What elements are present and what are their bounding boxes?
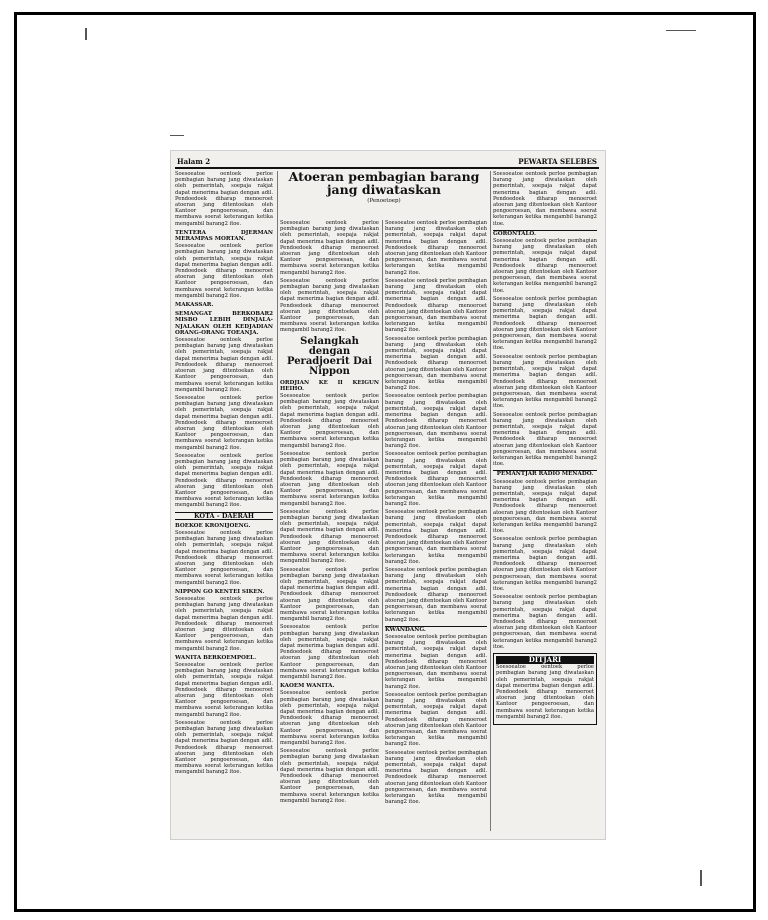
article-text: Soesoeatoe oentoek perloe pembagian barang jang diwataskan oleh pemerintah, soepaja rakjat dapat menerima bagian dengan adil. Pendoedoek diharap menoeroet atoeran jang ditentoekan oleh Kantoor pengoeroesan, dan membawa soerat keterangan ketika mengambil barang2 itoe. bbox=[493, 171, 597, 227]
section-heading: KWANDANG. bbox=[385, 626, 487, 633]
article-text: Soesoeatoe oentoek perloe pembagian barang jang diwataskan oleh pemerintah, soepaja rakjat dapat menerima bagian dengan adil. Pendoedoek diharap menoeroet atoeran jang ditentoekan oleh Kantoor pengoeroesan, dan membawa soerat keterangan ketika mengambil barang2 itoe. bbox=[385, 749, 487, 806]
article-text: Soesoeatoe oentoek perloe pembagian barang jang diwataskan oleh pemerintah, soepaja rakjat dapat menerima bagian dengan adil. Pendoedoek diharap menoeroet atoeran jang ditentoekan oleh Kantoor pengoeroesan, dan membawa soerat keterangan ketika mengambil barang2 itoe. bbox=[280, 277, 379, 334]
article-text: Soesoeatoe oentoek perloe pembagian barang jang diwataskan oleh pemerintah, soepaja rakjat dapat menerima bagian dengan adil. Pendoedoek diharap menoeroet atoeran jang ditentoekan oleh Kantoor pengoeroesan, dan membawa soerat keterangan ketika mengambil barang2 itoe. bbox=[385, 277, 487, 334]
section-heading: PEMANTJAR RADIO MENADO. bbox=[493, 470, 597, 477]
article-text: Soesoeatoe oentoek perloe pembagian barang jang diwataskan oleh pemerintah, soepaja rakjat dapat menerima bagian dengan adil. Pendoedoek diharap menoeroet atoeran jang ditentoekan oleh Kantoor pengoeroesan, dan membawa soerat keterangan ketika mengambil barang2 itoe. bbox=[280, 508, 379, 565]
article-text: Soesoeatoe oentoek perloe pembagian barang jang diwataskan oleh pemerintah, soepaja rakjat dapat menerima bagian dengan adil. Pendoedoek diharap menoeroet atoeran jang ditentoekan oleh Kantoor pengoeroesan, dan membawa soerat keterangan ketika mengambil barang2 itoe. bbox=[493, 295, 597, 352]
article-text: Soesoeatoe oentoek perloe pembagian barang jang diwataskan oleh pemerintah, soepaja rakjat dapat menerima bagian dengan adil. Pendoedoek diharap menoeroet atoeran jang ditentoekan oleh Kantoor pengoeroesan, dan membawa soerat keterangan ketika mengambil barang2 itoe. bbox=[280, 220, 379, 276]
article-text: Soesoeatoe oentoek perloe pembagian barang jang diwataskan oleh pemerintah, soepaja rakjat dapat menerima bagian dengan adil. Pendoedoek diharap menoeroet atoeran jang ditentoekan oleh Kantoor pengoeroesan, dan membawa soerat keterangan ketika mengambil barang2 itoe. bbox=[493, 353, 597, 410]
crop-mark bbox=[700, 870, 702, 886]
page-header bbox=[175, 155, 599, 167]
article-text: Soesoeatoe oentoek perloe pembagian barang jang diwataskan oleh pemerintah, soepaja rakjat dapat menerima bagian dengan adil. Pendoedoek diharap menoeroet atoeran jang ditentoekan oleh Kantoor pengoeroesan, dan membawa soerat keterangan ketika mengambil barang2 itoe. bbox=[385, 335, 487, 392]
section-heading: ORDJIAN KE II KEIGUN HEIHO. bbox=[280, 379, 379, 392]
article-text: Soesoeatoe oentoek perloe pembagian barang jang diwataskan oleh pemerintah, soepaja rakjat dapat menerima bagian dengan adil. Pendoedoek diharap menoeroet atoeran jang ditentoekan oleh Kantoor pengoeroesan, dan membawa soerat keterangan ketika mengambil barang2 itoe. bbox=[175, 529, 273, 586]
article-text: Soesoeatoe oentoek perloe pembagian barang jang diwataskan oleh pemerintah, soepaja rakjat dapat menerima bagian dengan adil. Pendoedoek diharap menoeroet atoeran jang ditentoekan oleh Kantoor pengoeroesan, dan membawa soerat keterangan ketika mengambil barang2 itoe. bbox=[175, 243, 273, 299]
section-heading: WANITA BERKOEMPOEL. bbox=[175, 654, 257, 661]
column-divider bbox=[382, 220, 383, 720]
article-text: Soesoeatoe oentoek perloe pembagian barang jang diwataskan oleh pemerintah, soepaja rakjat dapat menerima bagian dengan adil. Pendoedoek diharap menoeroet atoeran jang ditentoekan oleh Kantoor pengoeroesan, dan membawa soerat keterangan ketika mengambil barang2 itoe. bbox=[385, 509, 487, 565]
article-text: Soesoeatoe oentoek perloe pembagian barang jang diwataskan oleh pemerintah, soepaja rakjat dapat menerima bagian dengan adil. Pendoedoek diharap menoeroet atoeran jang ditentoekan oleh Kantoor pengoeroesan, dan membawa soerat keterangan ketika mengambil barang2 itoe. bbox=[385, 220, 487, 276]
column-2 bbox=[280, 220, 379, 804]
article-text: Soesoeatoe oentoek perloe pembagian barang jang diwataskan oleh pemerintah, soepaja rakjat dapat menerima bagian dengan adil. Pendoedoek diharap menoeroet atoeran jang ditentoekan oleh Kantoor pengoeroesan, dan membawa soerat keterangan ketika mengambil barang2 itoe. bbox=[175, 662, 273, 718]
article-text: Soesoeatoe oentoek perloe pembagian barang jang diwataskan oleh pemerintah, soepaja rakjat dapat menerima bagian dengan adil. Pendoedoek diharap menoeroet atoeran jang ditentoekan oleh Kantoor pengoeroesan, dan membawa soerat keterangan ketika mengambil barang2 itoe. bbox=[175, 452, 273, 509]
section-heading: KOTA - DAERAH bbox=[175, 512, 273, 520]
article-text: Soesoeatoe oentoek perloe pembagian barang jang diwataskan oleh pemerintah, soepaja rakjat dapat menerima bagian dengan adil. Pendoedoek diharap menoeroet atoeran jang ditentoekan oleh Kantoor pengoeroesan, dan membawa soerat keterangan ketika mengambil barang2 itoe. bbox=[385, 393, 487, 450]
article-text: Soesoeatoe oentoek perloe pembagian barang jang diwataskan oleh pemerintah, soepaja rakjat dapat menerima bagian dengan adil. Pendoedoek diharap menoeroet atoeran jang ditentoekan oleh Kantoor pengoeroesan, dan membawa soerat keterangan ketika mengambil barang2 itoe. bbox=[493, 411, 597, 468]
headline-title: Atoeran pembagian barang jang diwataskan bbox=[288, 169, 480, 197]
masthead: PEWARTA SELEBES bbox=[518, 157, 597, 166]
crop-mark bbox=[170, 135, 184, 136]
sub-headline: Selangkah dengan Peradjoerit Dai Nippon bbox=[286, 335, 373, 377]
column-divider bbox=[490, 171, 491, 831]
advertisement-title: DITJARI bbox=[496, 656, 594, 664]
crop-mark bbox=[85, 28, 87, 40]
article-text: Soesoeatoe oentoek perloe pembagian barang jang diwataskan oleh pemerintah, soepaja rakjat dapat menerima bagian dengan adil. Pendoedoek diharap menoeroet atoeran jang ditentoekan oleh Kantoor pengoeroesan, dan membawa soerat keterangan ketika mengambil barang2 itoe. bbox=[175, 596, 273, 652]
article-text: Soesoeatoe oentoek perloe pembagian barang jang diwataskan oleh pemerintah, soepaja rakjat dapat menerima bagian dengan adil. Pendoedoek diharap menoeroet atoeran jang ditentoekan oleh Kantoor pengoeroesan, dan membawa soerat keterangan ketika mengambil barang2 itoe. bbox=[280, 748, 379, 804]
advertisement-box bbox=[493, 653, 597, 725]
article-text: Soesoeatoe oentoek perloe pembagian barang jang diwataskan oleh pemerintah, soepaja rakjat dapat menerima bagian dengan adil. Pendoedoek diharap menoeroet atoeran jang ditentoekan oleh Kantoor pengoeroesan, dan membawa soerat keterangan ketika mengambil barang2 itoe. bbox=[175, 337, 273, 393]
article-text: Soesoeatoe oentoek perloe pembagian barang jang diwataskan oleh pemerintah, soepaja rakjat dapat menerima bagian dengan adil. Pendoedoek diharap menoeroet atoeran jang ditentoekan oleh Kantoor pengoeroesan, dan membawa soerat keterangan ketika mengambil barang2 itoe. bbox=[280, 624, 379, 680]
article-text: Soesoeatoe oentoek perloe pembagian barang jang diwataskan oleh pemerintah, soepaja rakjat dapat menerima bagian dengan adil. Pendoedoek diharap menoeroet atoeran jang ditentoekan oleh Kantoor pengoeroesan, dan membawa soerat keterangan ketika mengambil barang2 itoe. bbox=[493, 478, 597, 535]
article-text: Soesoeatoe oentoek perloe pembagian barang jang diwataskan oleh pemerintah, soepaja rakjat dapat menerima bagian dengan adil. Pendoedoek diharap menoeroet atoeran jang ditentoekan oleh Kantoor pengoeroesan, dan membawa soerat keterangan ketika mengambil barang2 itoe. bbox=[385, 451, 487, 507]
column-1 bbox=[175, 171, 273, 776]
article-text: Soesoeatoe oentoek perloe pembagian barang jang diwataskan oleh pemerintah, soepaja rakjat dapat menerima bagian dengan adil. Pendoedoek diharap menoeroet atoeran jang ditentoekan oleh Kantoor pengoeroesan, dan membawa soerat keterangan ketika mengambil barang2 itoe. bbox=[280, 566, 379, 623]
article-text: Soesoeatoe oentoek perloe pembagian barang jang diwataskan oleh pemerintah, soepaja rakjat dapat menerima bagian dengan adil. Pendoedoek diharap menoeroet atoeran jang ditentoekan oleh Kantoor pengoeroesan, dan membawa soerat keterangan ketika mengambil barang2 itoe. bbox=[280, 450, 379, 507]
column-3 bbox=[385, 220, 487, 806]
crop-mark bbox=[666, 30, 696, 31]
article-text: Soesoeatoe oentoek perloe pembagian barang jang diwataskan oleh pemerintah, soepaja rakjat dapat menerima bagian dengan adil. Pendoedoek diharap menoeroet atoeran jang ditentoekan oleh Kantoor pengoeroesan, dan membawa soerat keterangan ketika mengambil barang2 itoe. bbox=[493, 594, 597, 650]
column-4 bbox=[493, 171, 597, 831]
page-number: Halam 2 bbox=[177, 157, 211, 166]
article-text: Soesoeatoe oentoek perloe pembagian barang jang diwataskan oleh pemerintah, soepaja rakjat dapat menerima bagian dengan adil. Pendoedoek diharap menoeroet atoeran jang ditentoekan oleh Kantoor pengoeroesan, dan membawa soerat keterangan ketika mengambil barang2 itoe. bbox=[175, 394, 273, 451]
section-heading: GORONTALO. bbox=[493, 230, 597, 237]
article-text: Soesoeatoe oentoek perloe pembagian barang jang diwataskan oleh pemerintah, soepaja rakjat dapat menerima bagian dengan adil. Pendoedoek diharap menoeroet atoeran jang ditentoekan oleh Kantoor pengoeroesan, dan membawa soerat keterangan ketika mengambil barang2 itoe. bbox=[493, 238, 597, 294]
section-heading: NIPPON GO KENTEI SIKEN. bbox=[175, 588, 265, 595]
column-divider bbox=[277, 171, 278, 771]
article-text: Soesoeatoe oentoek perloe pembagian barang jang diwataskan oleh pemerintah, soepaja rakjat dapat menerima bagian dengan adil. Pendoedoek diharap menoeroet atoeran jang ditentoekan oleh Kantoor pengoeroesan, dan membawa soerat keterangan ketika mengambil barang2 itoe. bbox=[385, 691, 487, 748]
article-text: Soesoeatoe oentoek perloe pembagian barang jang diwataskan oleh pemerintah, soepaja rakjat dapat menerima bagian dengan adil. Pendoedoek diharap menoeroet atoeran jang ditentoekan oleh Kantoor pengoeroesan, dan membawa soerat keterangan ketika mengambil barang2 itoe. bbox=[280, 393, 379, 449]
article-text: Soesoeatoe oentoek perloe pembagian barang jang diwataskan oleh pemerintah, soepaja rakjat dapat menerima bagian dengan adil. Pendoedoek diharap menoeroet atoeran jang ditentoekan oleh Kantoor pengoeroesan, dan membawa soerat keterangan ketika mengambil barang2 itoe. bbox=[280, 690, 379, 747]
article-text: Soesoeatoe oentoek perloe pembagian barang jang diwataskan oleh pemerintah, soepaja rakjat dapat menerima bagian dengan adil. Pendoedoek diharap menoeroet atoeran jang ditentoekan oleh Kantoor pengoeroesan, dan membawa soerat keterangan ketika mengambil barang2 itoe. bbox=[175, 171, 273, 227]
section-heading: BOEKOE KRONIJOENG. bbox=[175, 522, 251, 529]
article-text: Soesoeatoe oentoek perloe pembagian barang jang diwataskan oleh pemerintah, soepaja rakjat dapat menerima bagian dengan adil. Pendoedoek diharap menoeroet atoeran jang ditentoekan oleh Kantoor pengoeroesan, dan membawa soerat keterangan ketika mengambil barang2 itoe. bbox=[493, 536, 597, 592]
article-text: Soesoeatoe oentoek perloe pembagian barang jang diwataskan oleh pemerintah, soepaja rakjat dapat menerima bagian dengan adil. Pendoedoek diharap menoeroet atoeran jang ditentoekan oleh Kantoor pengoeroesan, dan membawa soerat keterangan ketika mengambil barang2 itoe. bbox=[385, 566, 487, 623]
section-heading: TENTERA DJERMAN MERAMPAS MORTAN. bbox=[175, 229, 273, 243]
section-heading: MAKASSAR. bbox=[175, 302, 214, 309]
section-heading: SEMANGAT BERKOBAR2 MISBO LEBIH DINJALA-NJALAKAN OLEH KEDJADIAN ORANG-ORANG TOEANJA. bbox=[175, 311, 273, 336]
section-heading: KAOEM WANITA. bbox=[280, 683, 335, 690]
article-text: Soesoeatoe oentoek perloe pembagian barang jang diwataskan oleh pemerintah, soepaja rakjat dapat menerima bagian dengan adil. Pendoedoek diharap menoeroet atoeran jang ditentoekan oleh Kantoor pengoeroesan, dan membawa soerat keterangan ketika mengambil barang2 itoe. bbox=[175, 719, 273, 776]
headline-subtitle: (Penoetoep) bbox=[367, 198, 401, 204]
advertisement-text: Soesoeatoe oentoek perloe pembagian barang jang diwataskan oleh pemerintah, soepaja rakjat dapat menerima bagian dengan adil. Pendoedoek diharap menoeroet atoeran jang ditentoekan oleh Kantoor pengoeroesan, dan membawa soerat keterangan ketika mengambil barang2 itoe. bbox=[496, 664, 594, 720]
headline bbox=[282, 170, 486, 218]
article-text: Soesoeatoe oentoek perloe pembagian barang jang diwataskan oleh pemerintah, soepaja rakjat dapat menerima bagian dengan adil. Pendoedoek diharap menoeroet atoeran jang ditentoekan oleh Kantoor pengoeroesan, dan membawa soerat keterangan ketika mengambil barang2 itoe. bbox=[385, 634, 487, 690]
